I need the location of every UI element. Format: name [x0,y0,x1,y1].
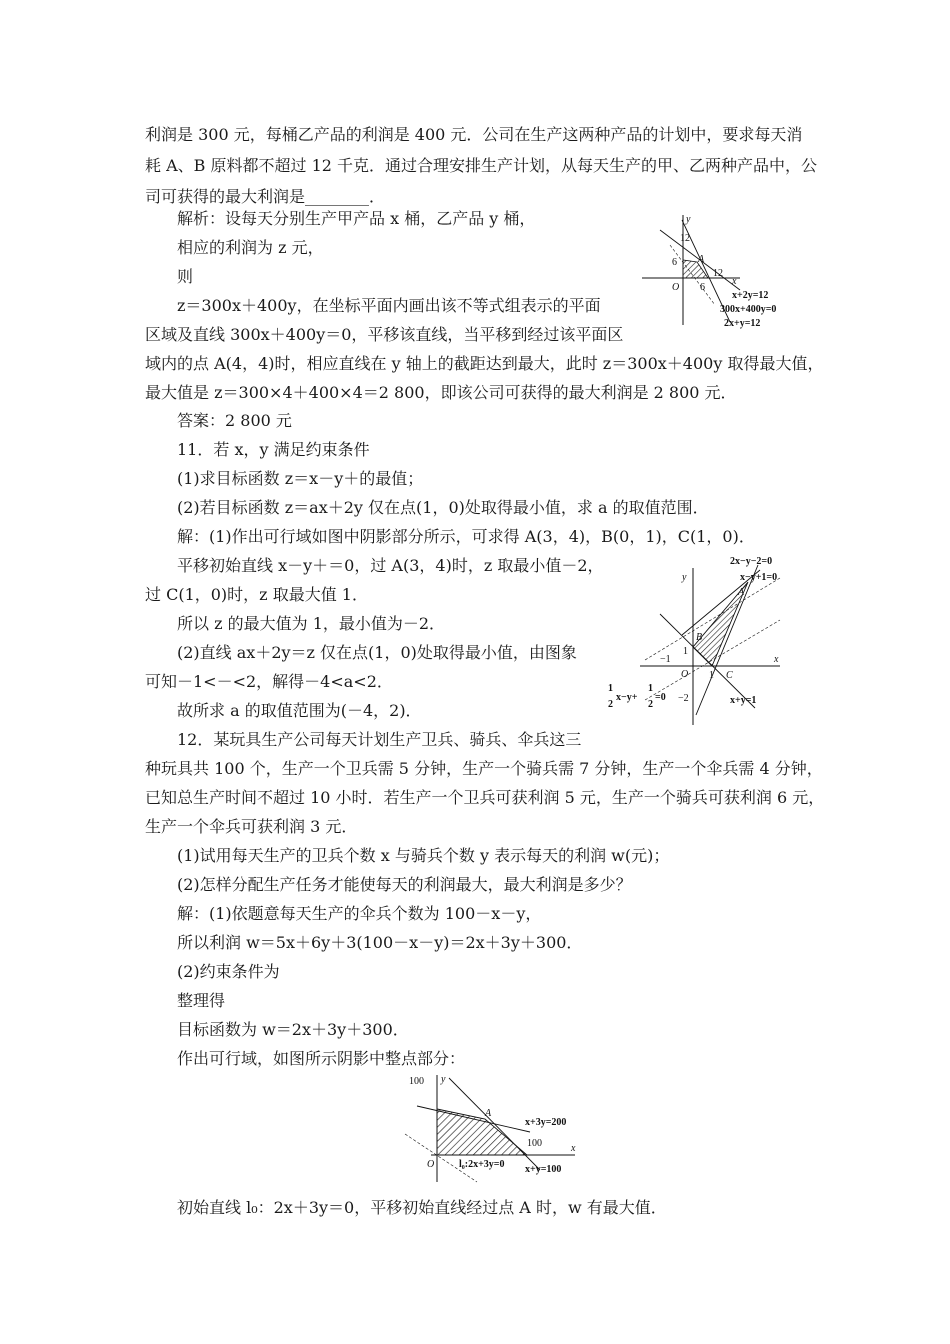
fig3-origin-label: O [427,1159,435,1170]
fig2-dashed-label-frac1-num: 1 [608,683,613,694]
text-line: 整理得 [177,991,226,1010]
text-line: 答案：2 800 元 [177,411,292,430]
fig3-line-label-1: x+3y=200 [525,1117,567,1128]
fig2-dashed-label-body: x−y+ [616,692,638,703]
text-line: 区域及直线 300x＋400y＝0，平移该直线，当平移到经过该平面区 [145,325,624,344]
text-line: (2)直线 ax＋2y＝z 仅在点(1，0)处取得最小值，由图象 [177,643,577,662]
fig1-line-label-3: 2x+y=12 [724,318,761,329]
fig3-point-a-label: A [485,1108,492,1119]
text-line: 域内的点 A(4，4)时，相应直线在 y 轴上的截距达到最大，此时 z＝300x＋400y 取得最大值， [145,354,824,373]
text-line: 12．某玩具生产公司每天计划生产卫兵、骑兵、伞兵这三 [177,730,582,749]
fig2-tick-1-y: 1 [683,646,688,657]
fig2-dashed-label-frac1-den: 2 [608,699,613,710]
text-line: 生产一个伞兵可获利润 3 元． [145,817,358,836]
fig2-point-c-label: C [726,670,733,681]
fig1-line-label-1: x+2y=12 [732,290,769,301]
fig2-dashed-line-label [608,683,666,710]
text-line: 司可获得的最大利润是________． [145,187,386,206]
fig2-line-label-3: x+y=1 [730,695,757,706]
fig2-line-label-2: x−y+1=0 [740,572,778,583]
fig2-line-label-1: 2x−y−2=0 [730,556,773,567]
fig1-x-label: x [732,276,737,287]
text-line: 平移初始直线 x－y＋＝0，过 A(3，4)时，z 取最小值－2， [177,556,604,575]
text-line: 则 [177,267,194,286]
text-line: (1)试用每天生产的卫兵个数 x 与骑兵个数 y 表示每天的利润 w(元)； [177,846,670,865]
text-line: 所以利润 w＝5x＋6y＋3(100－x－y)＝2x＋3y＋300． [177,933,583,952]
text-line: (2)怎样分配生产任务才能使每天的利润最大，最大利润是多少？ [177,875,632,894]
fig3-line-label-2: l₀:2x+3y=0 [459,1159,505,1170]
text-line: 过 C(1，0)时，z 取最大值 1． [145,585,368,604]
fig2-tick-1-x: 1 [709,670,714,681]
text-line: 解析：设每天分别生产甲产品 x 桶，乙产品 y 桶， [177,209,536,228]
fig1-y-label: y [686,214,691,225]
fig3-tick-100-x: 100 [527,1138,542,1149]
text-line: (2)约束条件为 [177,962,280,981]
fig1-tick-6-x: 6 [700,282,705,293]
text-line: 利润是 300 元，每桶乙产品的利润是 400 元．公司在生产这两种产品的计划中，要求每天消 [145,125,803,144]
text-line: 11．若 x，y 满足约束条件 [177,440,370,459]
text-line: 已知总生产时间不超过 10 小时．若生产一个卫兵可获利润 5 元，生产一个骑兵可获利润 6 元， [145,788,825,807]
fig2-dashed-label-frac2-den: 2 [648,699,653,710]
fig1-tick-6-y: 6 [672,257,677,268]
text-line: 故所求 a 的取值范围为(－4，2)． [177,701,422,720]
fig3-x-label: x [571,1143,576,1154]
text-line: 最大值是 z＝300×4＋400×4＝2 800，即该公司可获得的最大利润是 2 800 元． [145,383,737,402]
fig2-dashed-label-frac2-num: 1 [648,683,653,694]
fig1-point-a-label: A [698,254,705,265]
fig2-dashed-label-tail: =0 [655,692,666,703]
text-line: z＝300x＋400y，在坐标平面内画出该不等式组表示的平面 [177,296,601,315]
fig2-point-b-label: B [696,632,703,643]
text-line: 目标函数为 w＝2x＋3y＋300． [177,1020,409,1039]
text-line: 所以 z 的最大值为 1，最小值为－2． [177,614,446,633]
fig1-tick-12-x: 12 [713,268,723,279]
text-line: 种玩具共 100 个，生产一个卫兵需 5 分钟，生产一个骑兵需 7 分钟，生产一个伞兵需 4 分钟， [145,759,823,778]
fig2-x-label: x [774,654,779,665]
fig3-y-label: y [441,1074,446,1085]
text-line: 初始直线 l₀：2x＋3y＝0，平移初始直线经过点 A 时，w 有最大值． [177,1198,667,1217]
text-line: (1)求目标函数 z＝x－y＋的最值； [177,469,424,488]
figure-2-feasible-region [600,550,795,730]
fig1-origin-label: O [672,282,680,293]
text-line: 作出可行域，如图所示阴影中整点部分： [177,1049,466,1068]
fig2-tick-m2-y: −2 [678,693,689,704]
text-line: (2)若目标函数 z＝ax＋2y 仅在点(1，0)处取得最小值，求 a 的取值范围． [177,498,709,517]
figure-3-feasible-region [395,1070,595,1188]
fig2-origin-label: O [681,669,689,680]
fig1-line-label-2: 300x+400y=0 [720,304,777,315]
text-line: 可知－1<－<2，解得－4<a<2． [145,672,393,691]
fig3-tick-100-y: 100 [409,1076,424,1087]
text-line: 解：(1)作出可行域如图中阴影部分所示，可求得 A(3，4)，B(0，1)，C(1，0)． [177,527,755,546]
figure-1-feasible-region [640,210,805,335]
fig2-point-a-label: A [738,587,745,598]
text-line: 耗 A、B 原料都不超过 12 千克．通过合理安排生产计划，从每天生产的甲、乙两种产品中，公 [145,156,818,175]
fig2-y-label: y [682,572,687,583]
text-line: 相应的利润为 z 元， [177,238,324,257]
text-line: 解：(1)依题意每天生产的伞兵个数为 100－x－y， [177,904,542,923]
fig2-tick-m1-x: −1 [660,654,671,665]
fig3-line-label-3: x+y=100 [525,1164,562,1175]
fig1-tick-12-y: 12 [680,233,690,244]
